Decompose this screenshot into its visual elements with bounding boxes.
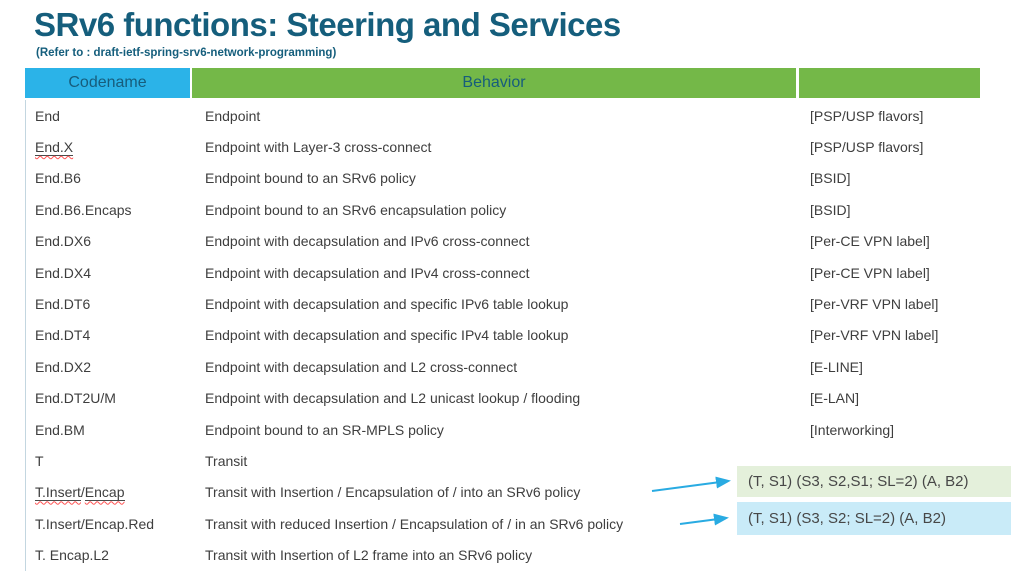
page-subtitle: (Refer to : draft-ietf-spring-srv6-network-programming) bbox=[36, 47, 337, 59]
behavior-text: Endpoint bbox=[205, 107, 261, 124]
behavior-text: Transit with reduced Insertion / Encapsulation of / in an SRv6 policy bbox=[205, 515, 624, 532]
note-text: [Per-CE VPN label] bbox=[810, 264, 930, 281]
callout-text: (T, S1) (S3, S2,S1; SL=2) (A, B2) bbox=[748, 473, 969, 490]
table-row bbox=[25, 414, 1015, 445]
codename-cell bbox=[25, 484, 205, 500]
codename-text: T bbox=[35, 452, 44, 469]
codename-cell bbox=[25, 170, 205, 186]
codename-text-misspelled: T.Insert bbox=[35, 484, 81, 501]
note-text: [BSID] bbox=[810, 170, 851, 187]
table-row bbox=[25, 383, 1015, 414]
callout-text: (T, S1) (S3, S2; SL=2) (A, B2) bbox=[748, 510, 946, 527]
table-row bbox=[25, 539, 1015, 570]
codename-cell bbox=[25, 453, 205, 469]
codename-text: T. Encap.L2 bbox=[35, 547, 109, 564]
codename-text: End.DX2 bbox=[35, 358, 92, 375]
codename-text: / bbox=[80, 484, 85, 501]
codename-text: End bbox=[35, 107, 60, 124]
behavior-text: Transit with Insertion / Encapsulation of / into an SRv6 policy bbox=[205, 484, 581, 501]
table-left-border bbox=[25, 100, 26, 571]
note-text: [Interworking] bbox=[810, 421, 895, 438]
table-row bbox=[25, 288, 1015, 319]
codename-cell bbox=[25, 547, 205, 563]
table-row bbox=[25, 226, 1015, 257]
codename-text: T.Insert/Encap.Red bbox=[35, 515, 155, 532]
behavior-text: Endpoint with Layer-3 cross-connect bbox=[205, 139, 432, 156]
table-row bbox=[25, 194, 1015, 225]
codename-text: End.B6.Encaps bbox=[35, 201, 132, 218]
callout-insert-encap bbox=[737, 466, 1011, 497]
table-row bbox=[25, 320, 1015, 351]
table-row bbox=[25, 351, 1015, 382]
codename-cell bbox=[25, 296, 205, 312]
note-text: [Per-VRF VPN label] bbox=[810, 296, 939, 313]
codename-text: End.BM bbox=[35, 421, 85, 438]
behavior-text: Endpoint with decapsulation and L2 cross-connect bbox=[205, 358, 518, 375]
codename-text: End.B6 bbox=[35, 170, 81, 187]
note-text: [E-LINE] bbox=[810, 358, 863, 375]
table-body bbox=[25, 100, 1015, 571]
table-row bbox=[25, 257, 1015, 288]
codename-text-misspelled: Encap bbox=[84, 484, 125, 501]
codename-cell bbox=[25, 390, 205, 406]
behavior-text: Endpoint with decapsulation and specific IPv4 table lookup bbox=[205, 327, 569, 344]
page-title: SRv6 functions: Steering and Services bbox=[34, 6, 621, 43]
codename-cell bbox=[25, 359, 205, 375]
note-text: [PSP/USP flavors] bbox=[810, 107, 924, 124]
note-text: [Per-VRF VPN label] bbox=[810, 327, 939, 344]
codename-cell bbox=[25, 139, 205, 155]
table-header bbox=[25, 68, 980, 98]
codename-cell bbox=[25, 516, 205, 532]
behavior-text: Endpoint bound to an SR-MPLS policy bbox=[205, 421, 444, 438]
codename-text: End.DX6 bbox=[35, 233, 92, 250]
codename-cell bbox=[25, 233, 205, 249]
codename-text-misspelled: End.X bbox=[35, 139, 74, 156]
behavior-text: Endpoint with decapsulation and specific IPv6 table lookup bbox=[205, 296, 569, 313]
header-behavior: Behavior bbox=[192, 68, 796, 98]
codename-cell bbox=[25, 108, 205, 124]
codename-text: End.DX4 bbox=[35, 264, 92, 281]
codename-cell bbox=[25, 327, 205, 343]
note-text: [BSID] bbox=[810, 201, 851, 218]
behavior-text: Endpoint bound to an SRv6 policy bbox=[205, 170, 416, 187]
header-codename: Codename bbox=[25, 68, 190, 98]
codename-cell bbox=[25, 265, 205, 281]
note-text: [PSP/USP flavors] bbox=[810, 139, 924, 156]
codename-cell bbox=[25, 422, 205, 438]
behavior-text: Endpoint with decapsulation and IPv4 cross-connect bbox=[205, 264, 530, 281]
note-text: [Per-CE VPN label] bbox=[810, 233, 930, 250]
table-row bbox=[25, 131, 1015, 162]
callout-insert-encap-red bbox=[737, 502, 1011, 535]
behavior-text: Endpoint with decapsulation and IPv6 cross-connect bbox=[205, 233, 530, 250]
behavior-text: Endpoint bound to an SRv6 encapsulation policy bbox=[205, 201, 507, 218]
table-row bbox=[25, 100, 1015, 131]
codename-text: End.DT4 bbox=[35, 327, 91, 344]
codename-cell bbox=[25, 202, 205, 218]
behavior-text: Endpoint with decapsulation and L2 unicast lookup / flooding bbox=[205, 390, 581, 407]
behavior-text: Transit bbox=[205, 452, 248, 469]
note-text: [E-LAN] bbox=[810, 390, 860, 407]
table-row bbox=[25, 163, 1015, 194]
codename-text: End.DT6 bbox=[35, 296, 91, 313]
header-empty bbox=[799, 68, 980, 98]
codename-text: End.DT2U/M bbox=[35, 390, 116, 407]
behavior-text: Transit with Insertion of L2 frame into an SRv6 policy bbox=[205, 547, 533, 564]
